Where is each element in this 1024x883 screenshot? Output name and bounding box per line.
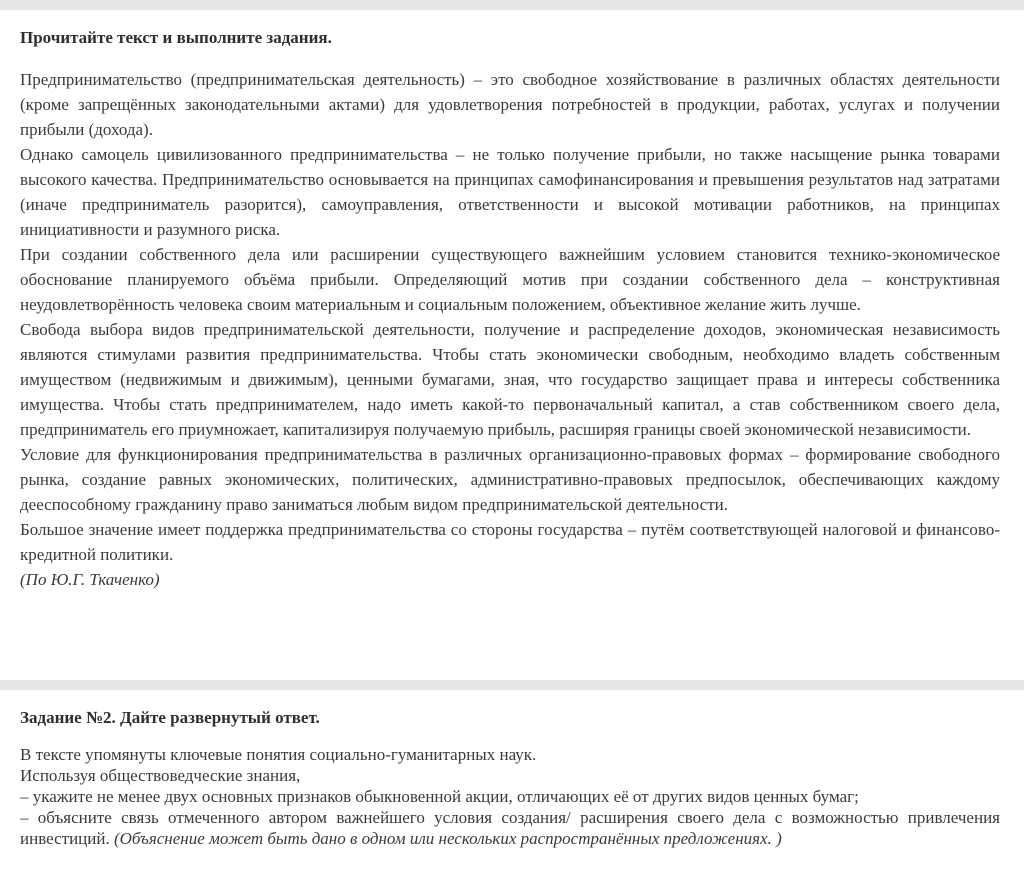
- paragraph-state-support: Большое значение имеет поддержка предпринимательства со стороны государства – путём соответствующей налоговой и финансово-кредитной политики.: [20, 520, 1000, 564]
- reading-heading: Прочитайте текст и выполните задания.: [20, 28, 332, 47]
- paragraph-business-creation: При создании собственного дела или расширении существующего важнейшим условием становится технико-экономическое обоснование планируемого объёма прибыли. Определяющий мотив при создании собственного дела – конструктивная неудовлетворённость человека своим материальным и социальным положением, объективное желание жить лучше.: [20, 245, 1000, 314]
- section-divider-band: [0, 680, 1024, 690]
- task-bullet-2-text: – объясните связь отмеченного автором важнейшего условия создания/ расширения своего дела с возможностью привлечения инвестиций.: [20, 808, 1000, 848]
- task-note: (Объяснение может быть дано в одном или нескольких распространённых предложениях. ): [109, 829, 782, 848]
- task-instruction-line: Используя обществоведческие знания,: [20, 766, 301, 785]
- reading-section: [20, 27, 1000, 592]
- source-attribution: (По Ю.Г. Ткаченко): [20, 570, 160, 589]
- task-bullet-1: – укажите не менее двух основных признаков обыкновенной акции, отличающих её от других видов ценных бумаг;: [20, 787, 859, 806]
- task-intro-line: В тексте упомянуты ключевые понятия социально-гуманитарных наук.: [20, 745, 537, 764]
- paragraph-definition: Предпринимательство (предпринимательская деятельность) – это свободное хозяйствование в различных областях деятельности (кроме запрещённых законодательными актами) для удовлетворения потребностей в продукции, работах, услугах и получении прибыли (дохода).: [20, 70, 1000, 139]
- task-section: [20, 707, 1000, 849]
- task-bullet-2: [20, 807, 1000, 849]
- task-heading: Задание №2. Дайте развернутый ответ.: [20, 708, 320, 727]
- top-divider-band: [0, 0, 1024, 10]
- paragraph-principles: Однако самоцель цивилизованного предпринимательства – не только получение прибыли, но также насыщение рынка товарами высокого качества. Предпринимательство основывается на принципах самофинансирования и превышения результатов над затратами (иначе предприниматель разорится), самоуправления, ответственности и высокой мотивации работников, на принципах инициативности и разумного риска.: [20, 145, 1000, 239]
- paragraph-freedom: Свобода выбора видов предпринимательской деятельности, получение и распределение доходов, экономическая независимость являются стимулами развития предпринимательства. Чтобы стать экономически свободным, необходимо владеть собственным имуществом (недвижимым и движимым), ценными бумагами, зная, что государство защищает права и интересы собственника имущества. Чтобы стать предпринимателем, надо иметь какой-то первоначальный капитал, а став собственником своего дела, предприниматель его приумножает, капитализируя получаемую прибыль, расширяя границы своей экономической независимости.: [20, 320, 1000, 439]
- paragraph-conditions: Условие для функционирования предпринимательства в различных организационно-правовых формах – формирование свободного рынка, создание равных экономических, политических, административно-правовых предпосылок, обеспечивающих каждому дееспособному гражданину право заниматься любым видом предпринимательской деятельности.: [20, 445, 1000, 514]
